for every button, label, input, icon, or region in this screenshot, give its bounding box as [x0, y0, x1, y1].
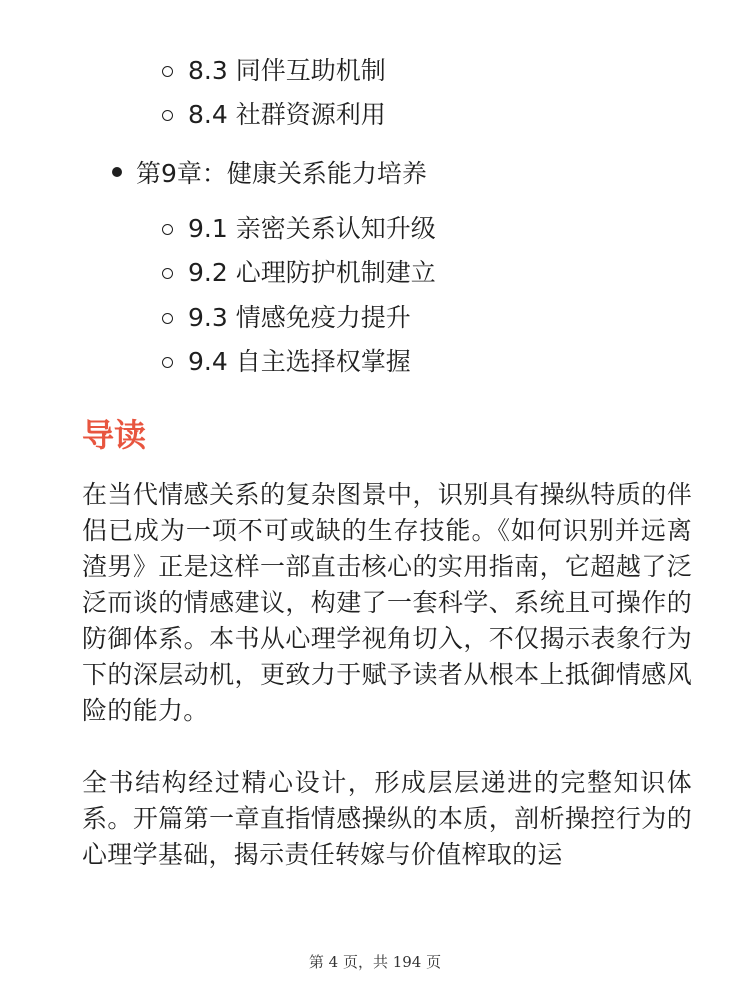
toc-item-9-3: [162, 296, 411, 340]
hollow-bullet-icon: [162, 110, 173, 121]
hollow-bullet-icon: [162, 268, 173, 279]
toc-item-9-4: [162, 340, 411, 384]
hollow-bullet-icon: [162, 357, 173, 368]
intro-paragraph-1: 在当代情感关系的复杂图景中，识别具有操纵特质的伴侣已成为一项不可或缺的生存技能。《如何识别并远离渣男》正是这样一部直击核心的实用指南，它超越了泛泛而谈的情感建议，构建了一套科学、系统且可操作的防御体系。本书从心理学视角切入，不仅揭示表象行为下的深层动机，更致力于赋予读者从根本上抵御情感风险的能力。: [82, 480, 692, 725]
hollow-bullet-icon: [162, 224, 173, 235]
toc-item-8-4: [162, 93, 386, 137]
page-number-footer: 第 4 页，共 194 页: [308, 953, 442, 971]
toc-item-label: 8.4 社群资源利用: [188, 100, 386, 129]
hollow-bullet-icon: [162, 313, 173, 324]
toc-item-9-2: [162, 251, 436, 295]
toc-item-label: 9.3 情感免疫力提升: [188, 303, 411, 332]
toc-item-label: 9.4 自主选择权掌握: [188, 347, 411, 376]
hollow-bullet-icon: [162, 66, 173, 77]
solid-bullet-icon: [112, 167, 122, 177]
toc-chapter-title: 第9章：健康关系能力培养: [136, 159, 427, 188]
intro-paragraph-2: 全书结构经过精心设计，形成层层递进的完整知识体系。开篇第一章直指情感操纵的本质，剖析操控行为的心理学基础，揭示责任转嫁与价值榨取的运: [82, 768, 692, 869]
toc-item-label: 9.1 亲密关系认知升级: [188, 214, 436, 243]
toc-chapter-9: [112, 150, 427, 194]
toc-item-8-3: [162, 49, 386, 93]
toc-item-label: 8.3 同伴互助机制: [188, 56, 386, 85]
toc-item-label: 9.2 心理防护机制建立: [188, 258, 436, 287]
section-heading: 导读: [82, 416, 147, 454]
toc-item-9-1: [162, 207, 436, 251]
